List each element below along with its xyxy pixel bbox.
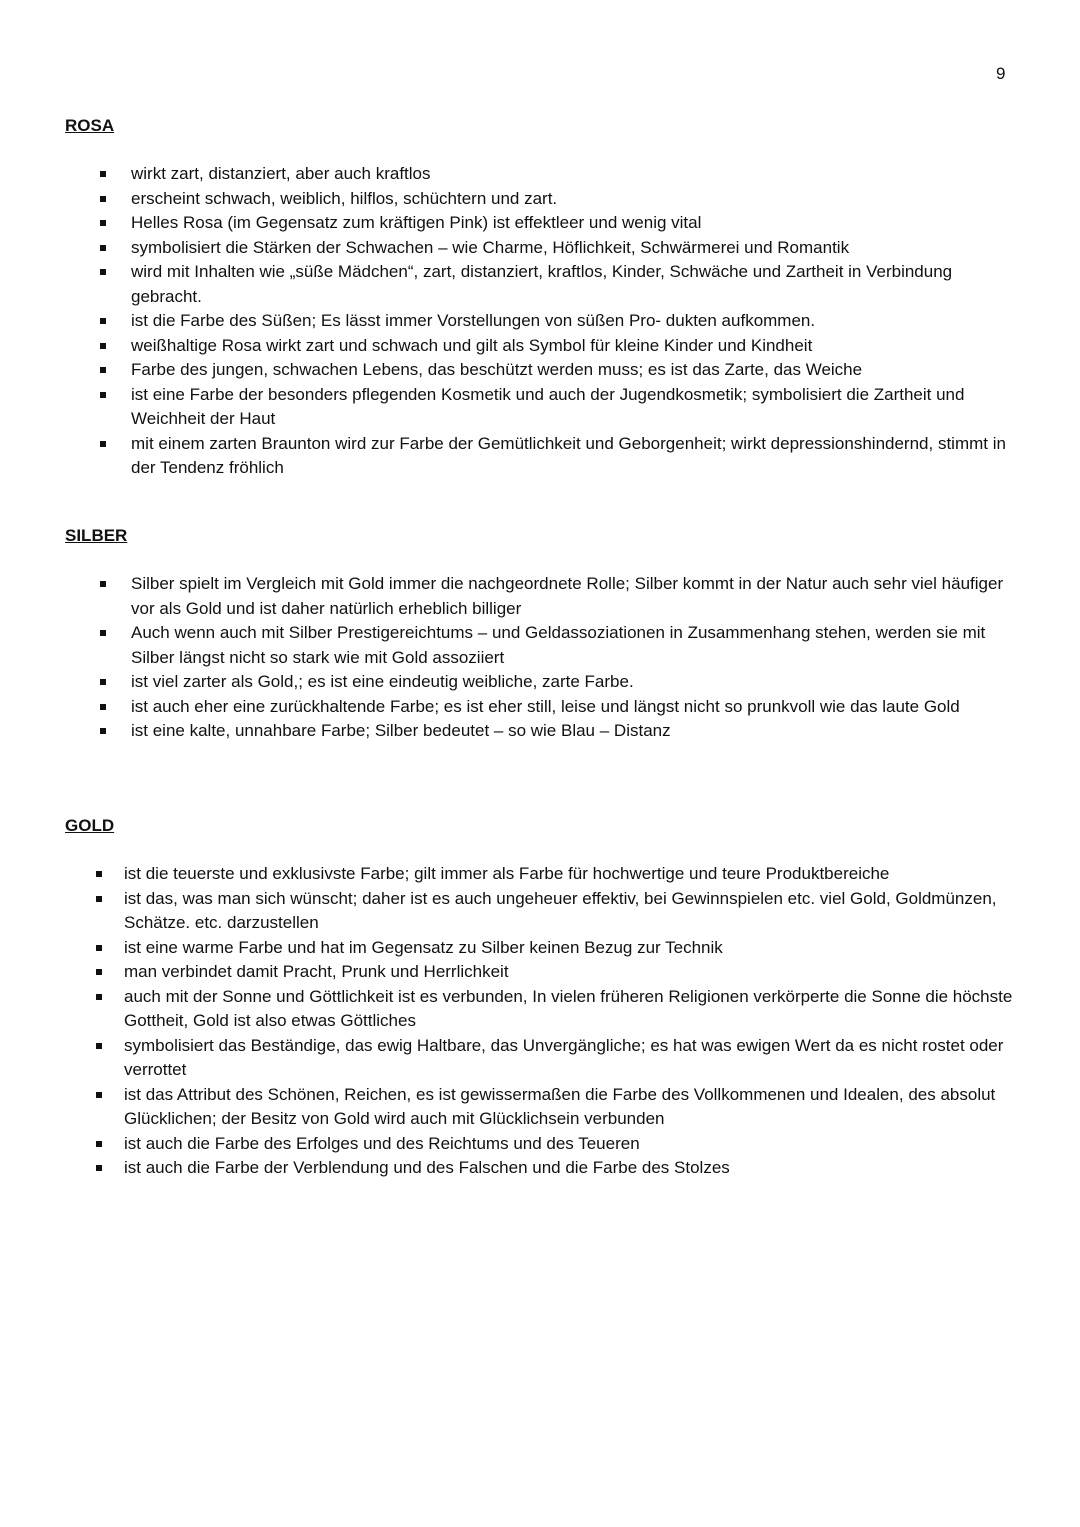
list-item: ist eine kalte, unnahbare Farbe; Silber bedeutet – so wie Blau – Distanz bbox=[131, 719, 1017, 744]
list-item: man verbindet damit Pracht, Prunk und Herrlichkeit bbox=[124, 960, 1019, 985]
bullet-list bbox=[0, 162, 1080, 481]
list-item: Silber spielt im Vergleich mit Gold immer die nachgeordnete Rolle; Silber kommt in der Natur auch sehr viel häufiger vor als Gold und ist daher natürlich erheblich billiger bbox=[131, 572, 1017, 621]
bullet-list bbox=[0, 572, 1080, 744]
list-item: ist auch die Farbe der Verblendung und des Falschen und die Farbe des Stolzes bbox=[124, 1156, 1019, 1181]
list-item: ist viel zarter als Gold,; es ist eine eindeutig weibliche, zarte Farbe. bbox=[131, 670, 1017, 695]
section-title: SILBER bbox=[65, 526, 128, 545]
list-item: weißhaltige Rosa wirkt zart und schwach und gilt als Symbol für kleine Kinder und Kindheit bbox=[131, 334, 1011, 359]
bullet-list bbox=[0, 862, 1080, 1181]
list-item: ist die teuerste und exklusivste Farbe; gilt immer als Farbe für hochwertige und teure Produktbereiche bbox=[124, 862, 1019, 887]
list-item: mit einem zarten Braunton wird zur Farbe der Gemütlichkeit und Geborgenheit; wirkt depressionshindernd, stimmt in der Tendenz fröhlich bbox=[131, 432, 1011, 481]
list-item: Farbe des jungen, schwachen Lebens, das beschützt werden muss; es ist das Zarte, das Weiche bbox=[131, 358, 1011, 383]
list-item: erscheint schwach, weiblich, hilflos, schüchtern und zart. bbox=[131, 187, 1011, 212]
list-item: ist die Farbe des Süßen; Es lässt immer Vorstellungen von süßen Pro- dukten aufkommen. bbox=[131, 309, 1011, 334]
list-item: ist das, was man sich wünscht; daher ist es auch ungeheuer effektiv, bei Gewinnspielen etc. viel Gold, Goldmünzen, Schätze. etc. darzustellen bbox=[124, 887, 1019, 936]
section-title: ROSA bbox=[65, 116, 115, 135]
page-number: 9 bbox=[996, 64, 1006, 83]
section-title: GOLD bbox=[65, 816, 115, 835]
list-item: symbolisiert das Beständige, das ewig Haltbare, das Unvergängliche; es hat was ewigen Wert da es nicht rostet oder verrottet bbox=[124, 1034, 1019, 1083]
list-item: wirkt zart, distanziert, aber auch kraftlos bbox=[131, 162, 1011, 187]
list-item: ist eine warme Farbe und hat im Gegensatz zu Silber keinen Bezug zur Technik bbox=[124, 936, 1019, 961]
list-item: wird mit Inhalten wie „süße Mädchen“, zart, distanziert, kraftlos, Kinder, Schwäche und Zartheit in Verbindung gebracht. bbox=[131, 260, 1011, 309]
list-item: ist eine Farbe der besonders pflegenden Kosmetik und auch der Jugendkosmetik; symbolisiert die Zartheit und Weichheit der Haut bbox=[131, 383, 1011, 432]
list-item: ist auch eher eine zurückhaltende Farbe; es ist eher still, leise und längst nicht so prunkvoll wie das laute Gold bbox=[131, 695, 1017, 720]
list-item: ist auch die Farbe des Erfolges und des Reichtums und des Teueren bbox=[124, 1132, 1019, 1157]
list-item: symbolisiert die Stärken der Schwachen – wie Charme, Höflichkeit, Schwärmerei und Romantik bbox=[131, 236, 1011, 261]
list-item: auch mit der Sonne und Göttlichkeit ist es verbunden, In vielen früheren Religionen verkörperte die Sonne die höchste Gottheit, Gold ist also etwas Göttliches bbox=[124, 985, 1019, 1034]
list-item: Auch wenn auch mit Silber Prestigereichtums – und Geldassoziationen in Zusammenhang stehen, werden sie mit Silber längst nicht so stark wie mit Gold assoziiert bbox=[131, 621, 1017, 670]
list-item: ist das Attribut des Schönen, Reichen, es ist gewissermaßen die Farbe des Vollkommenen und Idealen, des absolut Glücklichen; der Besitz von Gold wird auch mit Glücklichsein verbunden bbox=[124, 1083, 1019, 1132]
list-item: Helles Rosa (im Gegensatz zum kräftigen Pink) ist effektleer und wenig vital bbox=[131, 211, 1011, 236]
